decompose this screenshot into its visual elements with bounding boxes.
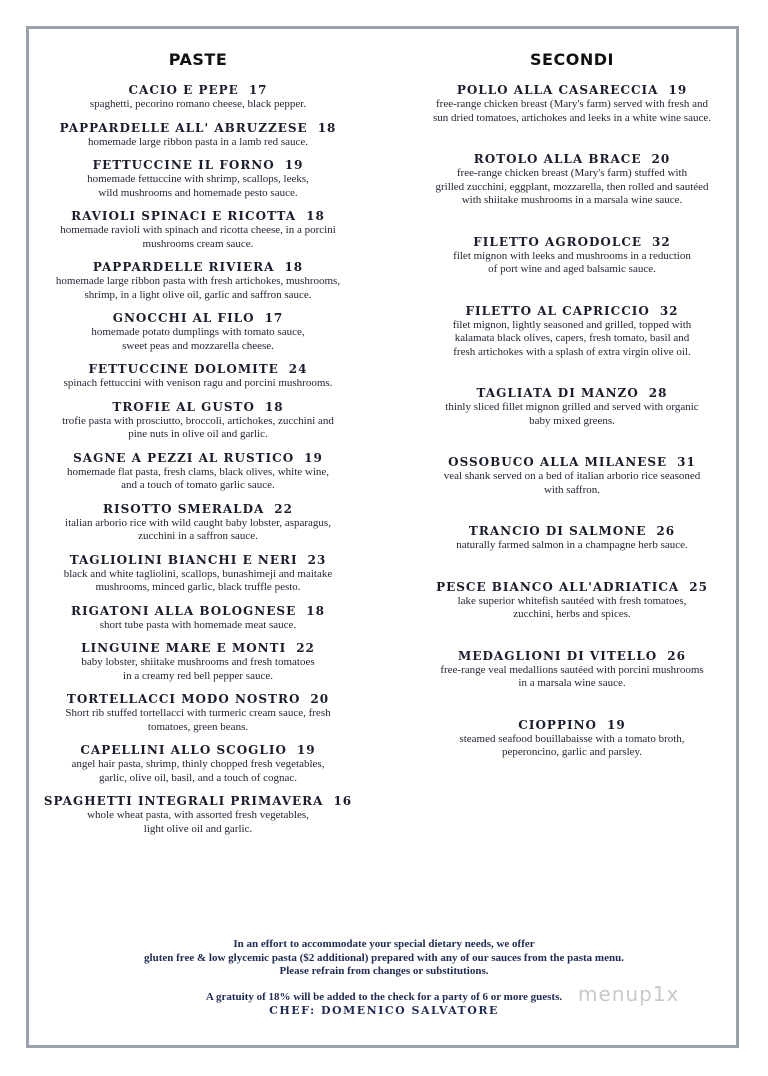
menu-item-description: spaghetti, pecorino romano cheese, black pepper. — [89, 98, 307, 110]
menu-item-name — [30, 502, 366, 517]
menu-item-description: free-range chicken breast (Mary's farm) served with fresh and sun dried tomatoes, artichokes and leeks in a white wine sauce. — [433, 98, 711, 124]
dish-name: CACIO E PEPE — [128, 83, 239, 97]
menu-item — [30, 502, 366, 544]
menu-item — [30, 209, 366, 251]
menu-item-name — [30, 362, 366, 377]
dish-name: FETTUCCINE DOLOMITE — [88, 362, 279, 376]
menu-item — [30, 260, 366, 302]
menu-item-description: homemade potato dumplings with tomato sauce, sweet peas and mozzarella cheese. — [91, 326, 305, 352]
dish-price: 19 — [296, 743, 316, 757]
menu-item-name — [408, 304, 736, 319]
menu-item-description: Short rib stuffed tortellacci with turmeric cream sauce, fresh tomatoes, green beans. — [65, 707, 331, 733]
menu-item-name — [30, 794, 366, 809]
dish-name: OSSOBUCO ALLA MILANESE — [448, 455, 668, 469]
dish-price: 20 — [651, 152, 671, 166]
dish-name: POLLO ALLA CASARECCIA — [456, 83, 659, 97]
dish-price: 26 — [656, 524, 676, 538]
menu-item-name — [408, 580, 736, 595]
menu-item — [30, 400, 366, 442]
menu-item-description: spinach fettuccini with venison ragu and porcini mushrooms. — [63, 377, 333, 389]
dish-price: 26 — [667, 648, 686, 663]
dish-price: 28 — [648, 386, 668, 400]
menu-item — [408, 235, 736, 277]
menu-item — [30, 83, 366, 112]
dish-price: 18 — [317, 120, 337, 135]
menu-item — [408, 649, 736, 691]
menu-item — [30, 604, 366, 633]
dish-name: RISOTTO SMERALDA — [102, 501, 265, 516]
dish-price: 18 — [306, 603, 325, 618]
menu-item-name — [30, 641, 366, 656]
dish-price: 19 — [668, 83, 688, 97]
dish-price: 24 — [288, 362, 308, 376]
menu-item-description: angel hair pasta, shrimp, thinly chopped fresh vegetables, garlic, olive oil, basil, and a touch of cognac. — [71, 758, 325, 784]
menu-item — [408, 455, 736, 497]
dish-price: 31 — [677, 455, 696, 469]
menu-item-name — [30, 400, 366, 415]
dish-name: TRANCIO DI SALMONE — [468, 524, 647, 538]
menu-item-name — [408, 83, 736, 98]
menu-item — [408, 580, 736, 622]
menu-item-name — [408, 235, 736, 250]
menu-item-name — [30, 311, 366, 326]
menu-item-description: filet mignon, lightly seasoned and grilled, topped with kalamata black olives, capers, fresh tomato, basil and fresh artichokes with a splash of extra virgin olive oil. — [452, 318, 692, 358]
menu-item — [30, 553, 366, 595]
dish-price: 32 — [659, 303, 679, 318]
dish-name: FETTUCCINE IL FORNO — [92, 158, 275, 172]
paste-list — [30, 83, 366, 836]
menu-item-description: black and white tagliolini, scallops, bunashimeji and maitake mushrooms, minced garlic, black truffle pesto. — [63, 567, 333, 593]
menu-item-description: steamed seafood bouillabaisse with a tomato broth, peperoncino, garlic and parsley. — [459, 732, 685, 758]
menu-item — [30, 311, 366, 353]
dish-price: 32 — [652, 234, 671, 249]
menu-item-description: veal shank served on a bed of italian arborio rice seasoned with saffron. — [443, 470, 701, 496]
dish-price: 19 — [304, 450, 323, 465]
menu-item-description: filet mignon with leeks and mushrooms in a reduction of port wine and aged balsamic sauce. — [453, 249, 691, 275]
menu-item — [30, 794, 366, 836]
menu-item-description: naturally farmed salmon in a champagne herb sauce. — [456, 539, 688, 551]
dish-name: TROFIE AL GUSTO — [112, 399, 255, 414]
dish-name: RIGATONI ALLA BOLOGNESE — [71, 603, 297, 618]
dish-name: MEDAGLIONI DI VITELLO — [458, 648, 658, 663]
menu-item-description: homemade ravioli with spinach and ricotta cheese, in a porcini mushrooms cream sauce. — [60, 224, 336, 250]
menu-item — [30, 451, 366, 493]
menu-item-description: homemade fettuccine with shrimp, scallops, leeks, wild mushrooms and homemade pesto sauce. — [87, 173, 309, 199]
menu-item-description: lake superior whitefish sautéed with fresh tomatoes, zucchini, herbs and spices. — [457, 594, 687, 620]
gratuity-note: A gratuity of 18% will be added to the check for a party of 6 or more guests. — [205, 990, 563, 1003]
menu-item-description: whole wheat pasta, with assorted fresh vegetables, light olive oil and garlic. — [87, 809, 309, 835]
menu-item-name — [30, 553, 366, 568]
dietary-note-line-2: gluten free & low glycemic pasta ($2 additional) prepared with any of our sauces from the pasta menu. — [144, 951, 624, 964]
dish-name: TORTELLACCI MODO NOSTRO — [66, 692, 301, 706]
dish-name: FILETTO AGRODOLCE — [473, 234, 643, 249]
dish-name: PAPPARDELLE RIVIERA — [92, 260, 275, 274]
dish-name: TAGLIATA DI MANZO — [476, 386, 639, 400]
menu-item-name — [408, 386, 736, 401]
paste-heading: PASTE — [168, 50, 228, 69]
menu-item — [408, 152, 736, 208]
watermark-logo: menup1x — [578, 982, 680, 1006]
menu-item-description: short tube pasta with homemade meat sauce. — [99, 618, 297, 631]
menu-item — [30, 692, 366, 734]
dish-price: 19 — [284, 158, 304, 172]
menu-item — [30, 362, 366, 391]
dish-name: PAPPARDELLE ALL' ABRUZZESE — [59, 120, 308, 135]
dish-name: FILETTO AL CAPRICCIO — [465, 303, 650, 318]
menu-item-name — [30, 209, 366, 224]
dish-name: SAGNE A PEZZI AL RUSTICO — [73, 450, 295, 465]
menu-item-name — [30, 260, 366, 275]
dish-name: ROTOLO ALLA BRACE — [473, 152, 642, 166]
dish-price: 18 — [284, 260, 304, 274]
menu-item — [408, 718, 736, 760]
menu-item-name — [30, 158, 366, 173]
dish-name: CIOPPINO — [518, 717, 597, 732]
dish-price: 25 — [689, 579, 708, 594]
menu-item — [408, 524, 736, 553]
menu-item-name — [408, 455, 736, 470]
dish-name: RAVIOLI SPINACI E RICOTTA — [71, 209, 297, 223]
menu-item — [30, 743, 366, 785]
menu-item — [408, 83, 736, 125]
dish-name: PESCE BIANCO ALL'ADRIATICA — [436, 579, 680, 594]
dish-price: 18 — [264, 399, 284, 414]
secondi-heading: SECONDI — [530, 50, 614, 69]
dish-price: 19 — [607, 717, 626, 732]
menu-item-name — [30, 743, 366, 758]
menu-item-description: homemade flat pasta, fresh clams, black olives, white wine, and a touch of tomato garlic sauce. — [66, 465, 330, 491]
dish-name: LINGUINE MARE E MONTI — [81, 641, 287, 655]
menu-item — [30, 158, 366, 200]
secondi-column — [408, 50, 736, 787]
dietary-note-line-3: Please refrain from changes or substitutions. — [279, 965, 489, 977]
dish-name: GNOCCHI AL FILO — [112, 311, 255, 325]
menu-item — [30, 641, 366, 683]
menu-item-description: italian arborio rice with wild caught baby lobster, asparagus, zucchini in a saffron sauce. — [65, 516, 331, 542]
dish-price: 17 — [264, 311, 284, 325]
menu-item-description: homemade large ribbon pasta in a lamb red sauce. — [87, 135, 309, 148]
chef-credit: CHEF: DOMENICO SALVATORE — [269, 1004, 499, 1017]
dietary-note-line-1: In an effort to accommodate your special dietary needs, we offer — [233, 938, 535, 950]
menu-item-name — [30, 83, 366, 98]
menu-item-description: free-range veal medallions sautéed with porcini mushrooms in a marsala wine sauce. — [440, 663, 704, 689]
menu-item-description: free-range chicken breast (Mary's farm) stuffed with grilled zucchini, eggplant, mozzarella, then rolled and sautéed with shiitake mushrooms in a marsala wine sauce. — [435, 167, 709, 206]
menu-item-name — [30, 121, 366, 136]
paste-column — [30, 50, 366, 845]
menu-item-name — [408, 152, 736, 167]
dish-price: 22 — [274, 501, 293, 516]
menu-item-name — [408, 524, 736, 539]
menu-item-description: homemade large ribbon pasta with fresh artichokes, mushrooms, shrimp, in a light olive oil, garlic and saffron sauce. — [55, 275, 341, 301]
menu-item-name — [30, 604, 366, 619]
secondi-list — [408, 83, 736, 760]
dish-name: SPAGHETTI INTEGRALI PRIMAVERA — [43, 794, 324, 808]
menu-item-name — [408, 718, 736, 733]
dish-price: 18 — [306, 209, 325, 223]
menu-item — [408, 304, 736, 360]
menu-item-description: thinly sliced fillet mignon grilled and served with organic baby mixed greens. — [445, 401, 699, 427]
menu-item — [30, 121, 366, 150]
menu-item-name — [30, 692, 366, 707]
dish-price: 16 — [333, 794, 353, 808]
dish-price: 17 — [248, 83, 268, 97]
dish-name: TAGLIOLINI BIANCHI E NERI — [69, 552, 298, 567]
dish-price: 20 — [310, 692, 330, 706]
menu-item-description: baby lobster, shiitake mushrooms and fresh tomatoes in a creamy red bell pepper sauce. — [81, 656, 315, 682]
menu-item — [408, 386, 736, 428]
dish-price: 22 — [296, 641, 315, 655]
dish-name: CAPELLINI ALLO SCOGLIO — [80, 743, 287, 757]
dish-price: 23 — [307, 552, 327, 567]
menu-item-name — [30, 451, 366, 466]
menu-item-description: trofie pasta with prosciutto, broccoli, artichokes, zucchini and pine nuts in olive oil and garlic. — [62, 414, 334, 440]
menu-item-name — [408, 649, 736, 664]
